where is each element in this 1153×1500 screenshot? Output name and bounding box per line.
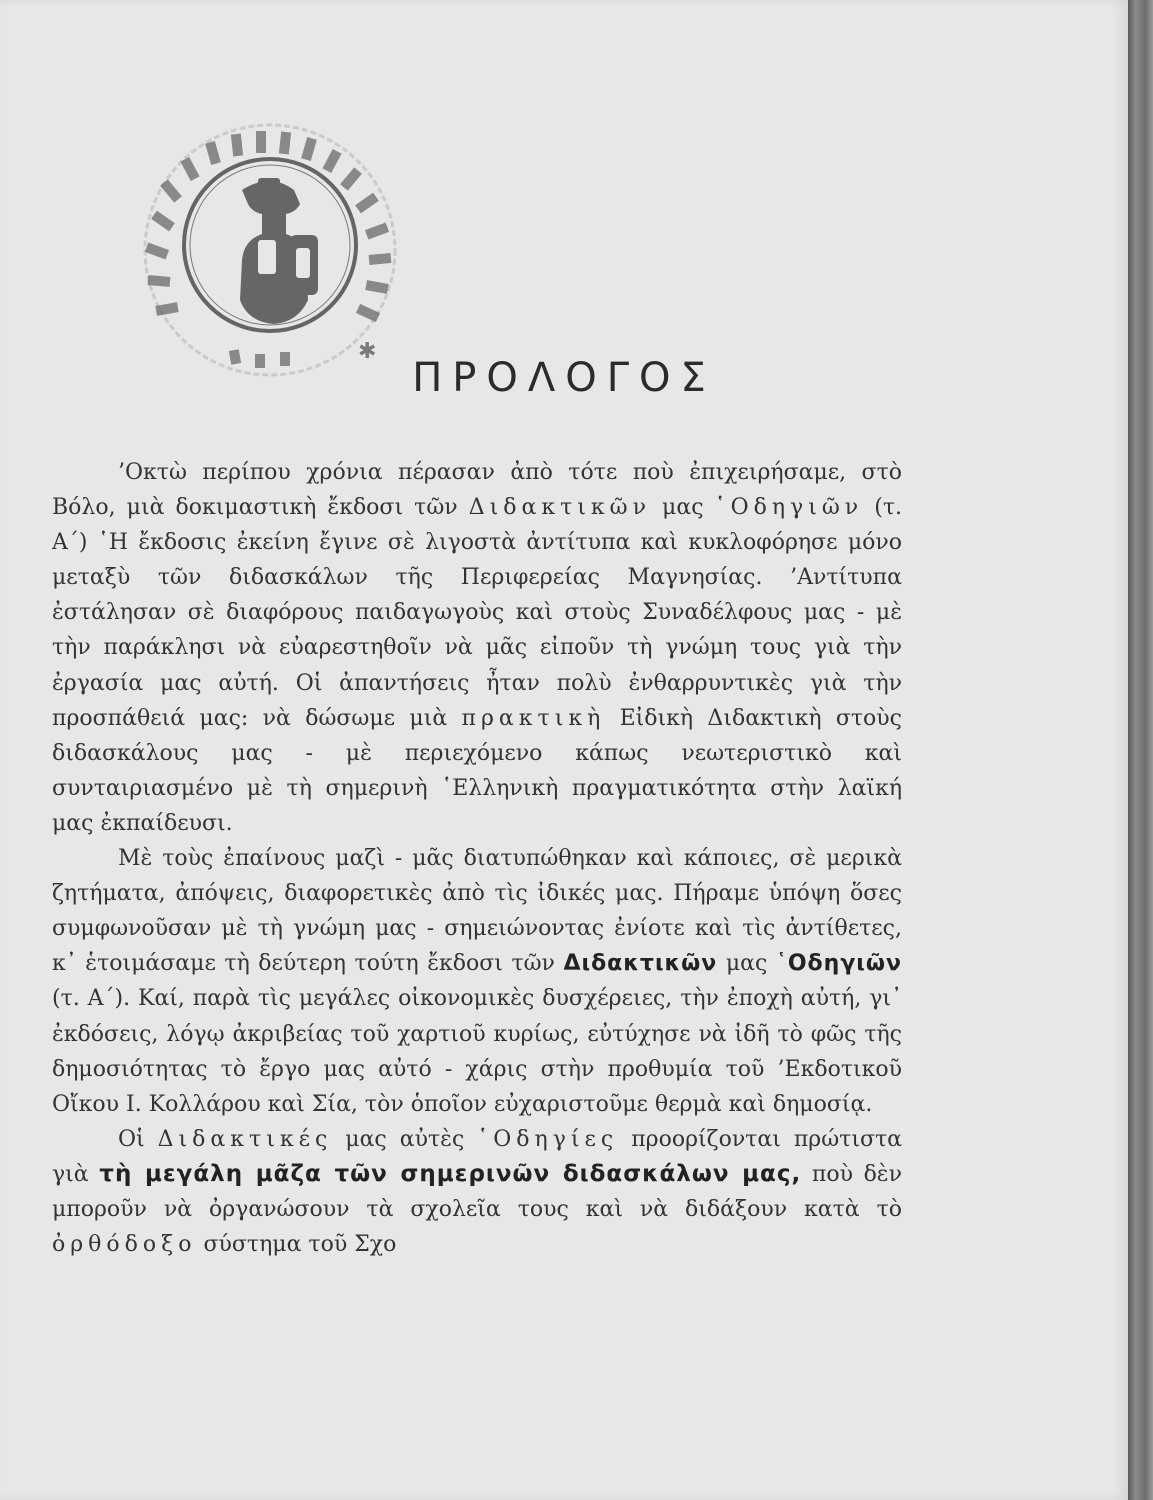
page-title: ΠΡΟΛΟΓΟΣ [412,355,716,401]
page-edge [1128,0,1153,1500]
preface-body [52,455,902,1262]
paragraph-3: Οἱ Διδακτικές μας αὐτὲς ῾Οδηγίες προορίζονται πρώτιστα γιὰ τὴ μεγάλη μᾶζα τῶν σημερινῶν διδασκάλων μας, ποὺ δὲν μποροῦν νὰ ὀργανώσουν τὰ σχολεῖα τους καὶ νὰ διδάξουν κατὰ τὸ ὀρθόδοξο σύστημα τοῦ Σχο [52,1126,902,1258]
paragraph-2: Μὲ τοὺς ἐπαίνους μαζὶ - μᾶς διατυπώθηκαν καὶ κάποιες, σὲ μερικὰ ζητήματα, ἀπόψεις, διαφορετικὲς ἀπὸ τὶς ἰδικές μας. Πήραμε ὑπόψη ὅσες συμφωνοῦσαν μὲ τὴ γνώμη μας - σημειώνοντας ἐνίοτε καὶ τὶς ἀντίθετες, κ᾿ ἑτοιμάσαμε τὴ δεύτερη τούτη ἔκδοσι τῶν Διδακτικῶν μας ῾Οδηγιῶν (τ. Α΄). Καί, παρὰ τὶς μεγάλες οἰκονομικὲς δυσχέρειες, τὴν ἐποχὴ αὐτή, γι᾿ ἐκδόσεις, λόγῳ ἀκριβείας τοῦ χαρτιοῦ κυρίως, εὐτύχησε νὰ ἰδῆ τὸ φῶς τῆς δημοσιότητας τὸ ἔργο μας αὐτό - χάρις στὴν προθυμία τοῦ ’Εκδοτικοῦ Οἴκου Ι. Κολλάρου καὶ Σία, τὸν ὁποῖον εὐχαριστοῦμε θερμὰ καὶ δημοσίᾳ. [52,846,902,1117]
paragraph-1: ’Οκτὼ περίπου χρόνια πέρασαν ἀπὸ τότε ποὺ ἐπιχειρήσαμε, στὸ Βόλο, μιὰ δοκιμαστικὴ ἔκδοσι τῶν Διδακτικῶν μας ῾Οδηγιῶν (τ. Α΄) ῾Η ἔκδοσις ἐκείνη ἔγινε σὲ λιγοστὰ ἀντίτυπα καὶ κυκλοφόρησε μόνο μεταξὺ τῶν διδασκάλων τῆς Περιφερείας Μαγνησίας. ’Αντίτυπα ἐστάλησαν σὲ διαφόρους παιδαγωγοὺς καὶ στοὺς Συναδέλφους μας - μὲ τὴν παράκλησι νὰ εὐαρεστηθοῖν νὰ μᾶς εἰποῦν τὴ γνώμη τους γιὰ τὴν ἐργασία μας αὐτή. Οἱ ἀπαντήσεις ἦταν πολὺ ἐνθαρρυντικὲς γιὰ τὴν προσπάθειά μας: νὰ δώσωμε μιὰ πρακτικὴ Εἰδικὴ Διδακτικὴ στοὺς διδασκάλους μας - μὲ περιεχόμενο κάπως νεωτεριστικὸ καὶ συνταιριασμένο μὲ τὴ σημερινὴ ῾Ελληνικὴ πραγματικότητα στὴν λαϊκή μας ἐκπαίδευσι. [52,460,902,836]
library-seal-icon [130,120,420,390]
svg-text:✱: ✱ [358,339,377,364]
